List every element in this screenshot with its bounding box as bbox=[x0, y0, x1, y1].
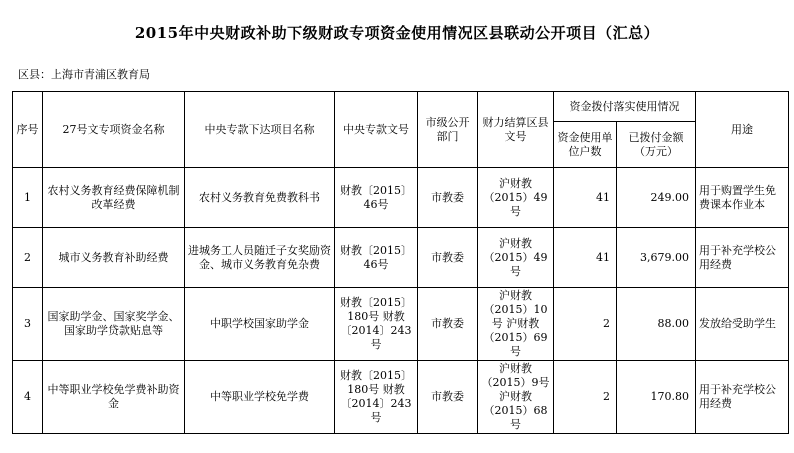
cell-usage: 发放给受助学生 bbox=[696, 288, 789, 361]
header-amount: 已拨付金额（万元） bbox=[617, 122, 696, 168]
cell-usage: 用于补充学校公用经费 bbox=[696, 228, 789, 288]
cell-central-doc: 财教〔2015〕46号 bbox=[335, 168, 418, 228]
page-title: 2015年中央财政补助下级财政专项资金使用情况区县联动公开项目（汇总） bbox=[134, 24, 660, 42]
cell-city-dept: 市教委 bbox=[418, 288, 478, 361]
cell-no: 3 bbox=[13, 288, 43, 361]
fund-table bbox=[12, 91, 789, 434]
header-city-dept: 市级公开部门 bbox=[418, 92, 478, 168]
cell-no: 1 bbox=[13, 168, 43, 228]
header-finance-doc: 财力结算区县文号 bbox=[478, 92, 554, 168]
cell-finance-doc: 沪财教（2015）9号 沪财教（2015）68号 bbox=[478, 361, 554, 434]
table-row bbox=[13, 361, 789, 434]
cell-units: 2 bbox=[554, 361, 617, 434]
cell-project-name: 中职学校国家助学金 bbox=[185, 288, 335, 361]
cell-project-name: 中等职业学校免学费 bbox=[185, 361, 335, 434]
table-row bbox=[13, 228, 789, 288]
header-central-doc: 中央专款文号 bbox=[335, 92, 418, 168]
cell-amount: 88.00 bbox=[617, 288, 696, 361]
cell-no: 4 bbox=[13, 361, 43, 434]
cell-fund-name: 国家助学金、国家奖学金、国家助学贷款贴息等 bbox=[43, 288, 185, 361]
header-usage: 用途 bbox=[696, 92, 789, 168]
header-units: 资金使用单位户数 bbox=[554, 122, 617, 168]
table-row bbox=[13, 288, 789, 361]
cell-city-dept: 市教委 bbox=[418, 168, 478, 228]
cell-finance-doc: 沪财教（2015）49号 bbox=[478, 228, 554, 288]
cell-fund-name: 农村义务教育经费保障机制改革经费 bbox=[43, 168, 185, 228]
cell-city-dept: 市教委 bbox=[418, 228, 478, 288]
header-project-name: 中央专款下达项目名称 bbox=[185, 92, 335, 168]
cell-no: 2 bbox=[13, 228, 43, 288]
cell-units: 41 bbox=[554, 228, 617, 288]
cell-amount: 249.00 bbox=[617, 168, 696, 228]
cell-project-name: 进城务工人员随迁子女奖励资金、城市义务教育免杂费 bbox=[185, 228, 335, 288]
cell-amount: 170.80 bbox=[617, 361, 696, 434]
header-no: 序号 bbox=[13, 92, 43, 168]
cell-amount: 3,679.00 bbox=[617, 228, 696, 288]
cell-project-name: 农村义务教育免费教科书 bbox=[185, 168, 335, 228]
cell-usage: 用于购置学生免费课本作业本 bbox=[696, 168, 789, 228]
cell-central-doc: 财教〔2015〕46号 bbox=[335, 228, 418, 288]
header-fund-name: 27号文专项资金名称 bbox=[43, 92, 185, 168]
cell-finance-doc: 沪财教（2015）49号 bbox=[478, 168, 554, 228]
header-allocation-group: 资金拨付落实使用情况 bbox=[554, 92, 696, 122]
district-label: 区县：上海市青浦区教育局 bbox=[18, 68, 150, 81]
cell-central-doc: 财教〔2015〕180号 财教〔2014〕243号 bbox=[335, 361, 418, 434]
cell-fund-name: 城市义务教育补助经费 bbox=[43, 228, 185, 288]
table-row bbox=[13, 168, 789, 228]
cell-units: 2 bbox=[554, 288, 617, 361]
cell-units: 41 bbox=[554, 168, 617, 228]
cell-city-dept: 市教委 bbox=[418, 361, 478, 434]
cell-fund-name: 中等职业学校免学费补助资金 bbox=[43, 361, 185, 434]
cell-central-doc: 财教〔2015〕180号 财教〔2014〕243号 bbox=[335, 288, 418, 361]
cell-usage: 用于补充学校公用经费 bbox=[696, 361, 789, 434]
cell-finance-doc: 沪财教（2015）10号 沪财教（2015）69号 bbox=[478, 288, 554, 361]
